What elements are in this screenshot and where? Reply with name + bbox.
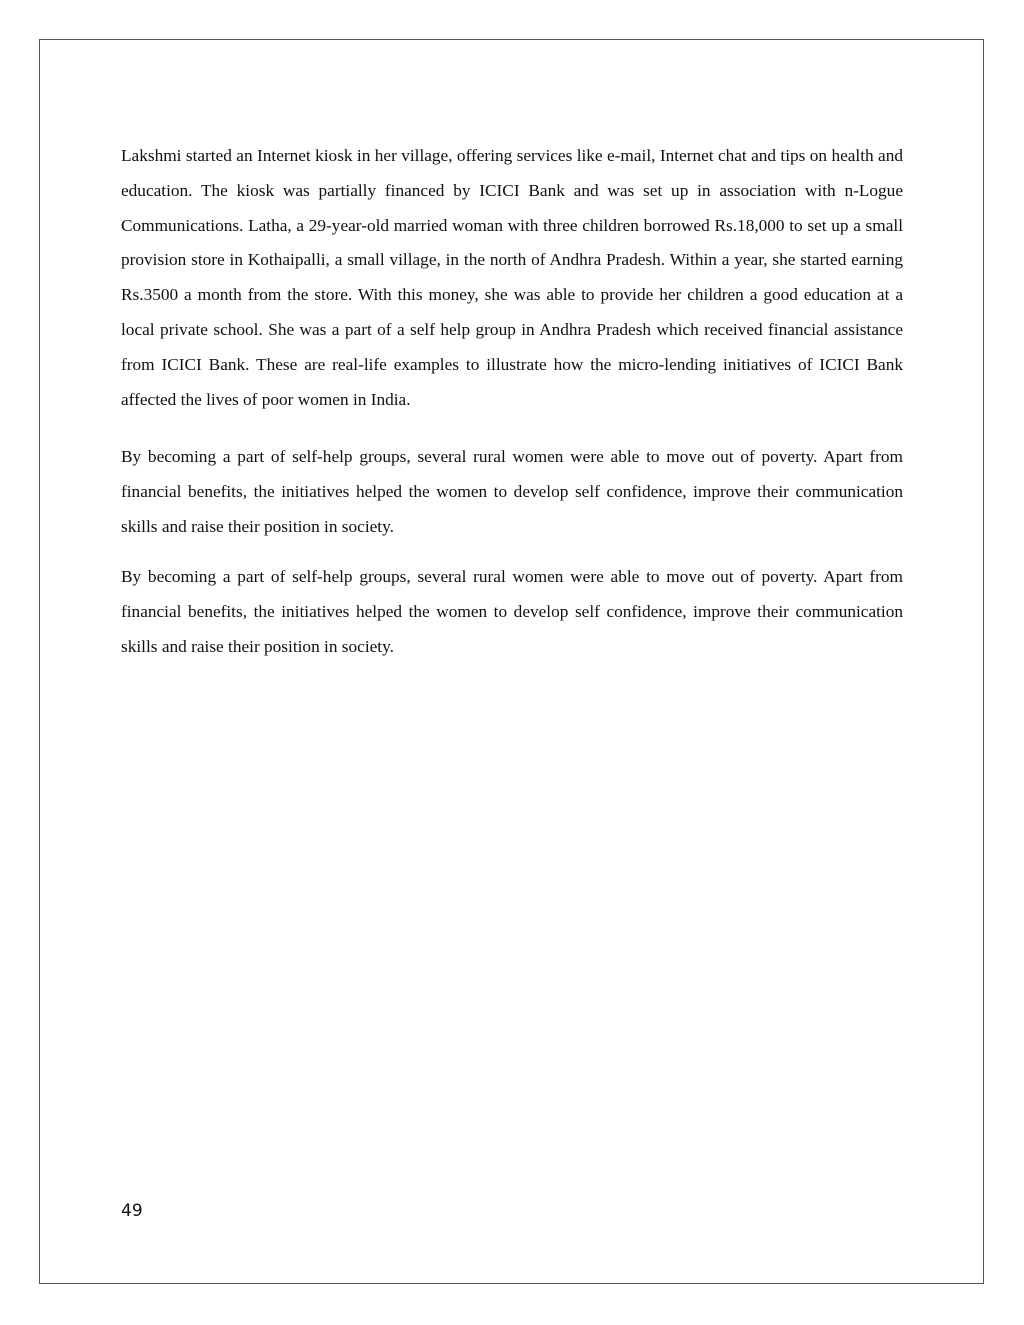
page-number: 49 (121, 1201, 143, 1221)
body-paragraph-3: By becoming a part of self-help groups, several rural women were able to move out of poverty. Apart from financial benefits, the initiatives helped the women to develop self confidence, improve their communication skills and raise their position in society. (121, 567, 903, 656)
body-paragraph-1: Lakshmi started an Internet kiosk in her village, offering services like e-mail, Internet chat and tips on health and education. The kiosk was partially financed by ICICI Bank and was set up in association with n-Logue Communications. Latha, a 29-year-old married woman with three children borrowed Rs.18,000 to set up a small provision store in Kothaipalli, a small village, in the north of Andhra Pradesh. Within a year, she started earning Rs.3500 a month from the store. With this money, she was able to provide her children a good education at a local private school. She was a part of a self help group in Andhra Pradesh which received financial assistance from ICICI Bank. These are real-life examples to illustrate how the micro-lending initiatives of ICICI Bank affected the lives of poor women in India. (121, 146, 903, 409)
body-paragraph-2: By becoming a part of self-help groups, several rural women were able to move out of poverty. Apart from financial benefits, the initiatives helped the women to develop self confidence, improve their communication skills and raise their position in society. (121, 447, 903, 536)
